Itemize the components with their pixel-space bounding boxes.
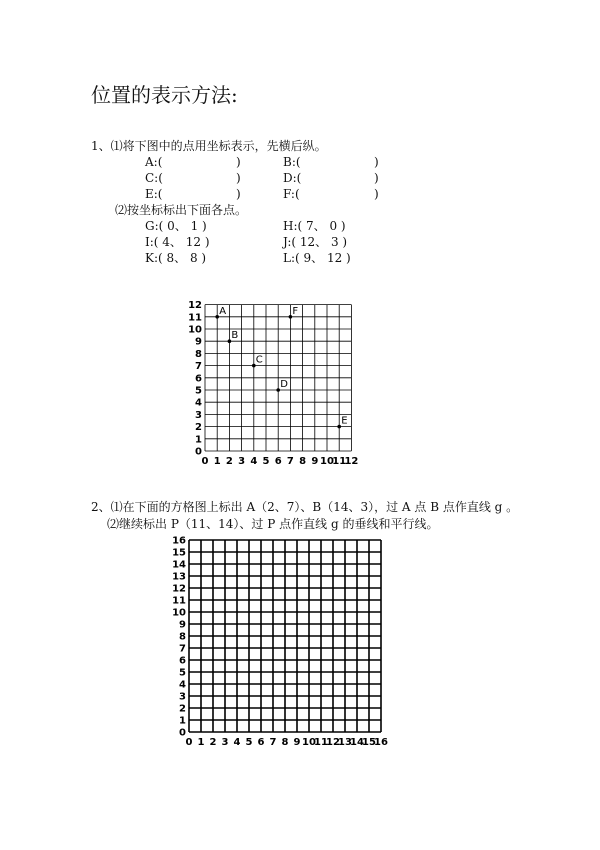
grid-2-y-tick: 11 <box>172 595 186 607</box>
point-label-a: A <box>219 305 227 317</box>
grid-2-y-tick: 7 <box>179 643 186 655</box>
blank-f-label: F:( <box>283 187 300 201</box>
blank-f-close: ) <box>374 187 379 201</box>
grid-1-x-tick: 2 <box>225 456 233 467</box>
grid-2-y-tick: 4 <box>179 679 186 691</box>
grid-2-x-tick: 14 <box>350 737 364 748</box>
grid-2-x-tick: 15 <box>362 737 376 748</box>
grid-1-y-tick: 6 <box>195 373 202 385</box>
grid-1-x-tick: 5 <box>262 456 270 467</box>
grid-2-x-tick: 2 <box>209 737 217 748</box>
grid-2-x-tick: 10 <box>302 737 316 748</box>
grid-2-y-tick: 5 <box>179 667 186 679</box>
blank-b-label: B:( <box>283 155 301 169</box>
blank-e-close: ) <box>236 187 241 201</box>
grid-1-x-tick: 11 <box>332 456 347 467</box>
grid-2-x-tick: 0 <box>185 737 193 748</box>
grid-1-x-tick: 7 <box>286 456 294 467</box>
given-i: I:( 4、 12 ) <box>145 235 210 249</box>
grid-2-x-tick: 7 <box>269 737 277 748</box>
grid-1-y-tick: 12 <box>188 300 202 312</box>
grid-1-y-tick: 10 <box>188 324 202 336</box>
grid-1-x-tick: 12 <box>344 456 359 467</box>
grid-1-y-tick: 7 <box>195 361 202 373</box>
grid-1-x-tick: 10 <box>320 456 334 467</box>
grid-2-x-tick: 9 <box>293 737 301 748</box>
grid-1-x-tick: 8 <box>299 456 307 467</box>
given-l: L:( 9、 12 ) <box>283 251 351 265</box>
grid-2-y-tick: 2 <box>179 703 186 715</box>
grid-1-y-tick: 1 <box>195 434 202 446</box>
grid-1-y-tick: 3 <box>195 409 202 421</box>
grid-1-y-tick: 9 <box>195 336 202 348</box>
grid-1-x-tick: 4 <box>250 456 258 467</box>
grid-2-x-tick: 8 <box>281 737 289 748</box>
grid-2-x-tick: 1 <box>197 737 205 748</box>
grid-1-x-tick: 9 <box>311 456 319 467</box>
grid-1-y-tick: 2 <box>195 422 202 434</box>
blank-c-close: ) <box>236 171 241 185</box>
given-k: K:( 8、 8 ) <box>145 251 207 265</box>
grid-1-lines <box>205 305 351 451</box>
blank-b-close: ) <box>374 155 379 169</box>
grid-2-x-tick: 3 <box>221 737 229 748</box>
grid-2-x-tick: 11 <box>314 737 328 748</box>
grid-2-y-tick: 9 <box>179 619 186 631</box>
grid-2-x-tick: 5 <box>245 737 253 748</box>
grid-2-y-tick: 3 <box>179 691 186 703</box>
page-title: 位置的表示方法: <box>91 83 238 107</box>
grid-1-y-tick: 4 <box>195 397 202 409</box>
grid-2-y-tick: 12 <box>172 583 186 595</box>
grid-1-y-tick: 8 <box>195 348 202 360</box>
grid-1-x-tick: 3 <box>238 456 246 467</box>
grid-2-y-tick: 13 <box>172 571 186 583</box>
grid-2-x-tick: 16 <box>374 737 388 748</box>
point-label-e: E <box>341 415 348 427</box>
point-label-b: B <box>231 330 239 342</box>
q1-instruction-1: 1、⑴将下图中的点用坐标表示，先横后纵。 <box>91 139 327 153</box>
q2-instruction-1: 2、⑴在下面的方格图上标出 A（2、7）、B（14、3），过 A 点 B 点作直线 g 。 <box>91 500 519 514</box>
point-label-c: C <box>255 354 263 366</box>
blank-e-label: E:( <box>145 187 163 201</box>
grid-2-x-tick: 6 <box>257 737 265 748</box>
grid-2-y-tick: 16 <box>172 535 186 547</box>
point-label-f: F <box>292 305 299 317</box>
point-label-d: D <box>280 379 288 390</box>
grid-2-x-tick: 4 <box>233 737 241 748</box>
grid-2-y-tick: 8 <box>179 631 186 643</box>
grid-2-x-tick: 12 <box>326 737 340 748</box>
grid-2-y-tick: 15 <box>172 547 186 559</box>
grid-1-y-tick: 11 <box>188 312 202 324</box>
grid-1 <box>180 300 380 485</box>
given-j: J:( 12、 3 ) <box>283 235 348 249</box>
grid-2-y-tick: 1 <box>179 715 186 727</box>
given-h: H:( 7、 0 ) <box>283 219 346 233</box>
grid-2-y-tick: 10 <box>172 607 186 619</box>
grid-1-x-tick: 6 <box>274 456 282 467</box>
blank-c-label: C:( <box>145 171 163 185</box>
grid-1-y-tick: 5 <box>195 385 202 397</box>
grid-1-x-tick: 0 <box>201 456 209 467</box>
grid-2 <box>160 530 400 752</box>
grid-2-y-tick: 6 <box>179 655 186 667</box>
grid-1-x-tick: 1 <box>213 456 221 467</box>
q1-instruction-2: ⑵按坐标标出下面各点。 <box>115 203 248 217</box>
grid-2-y-tick: 0 <box>179 727 186 739</box>
given-g: G:( 0、 1 ) <box>145 219 207 233</box>
grid-2-lines <box>189 540 381 732</box>
blank-a-close: ) <box>236 155 241 169</box>
blank-d-close: ) <box>374 171 379 185</box>
q2-instruction-2: ⑵继续标出 P（11、14）、过 P 点作直线 g 的垂线和平行线。 <box>107 517 439 531</box>
grid-2-y-tick: 14 <box>172 559 186 571</box>
blank-d-label: D:( <box>283 171 302 185</box>
grid-2-x-tick: 13 <box>338 737 352 748</box>
grid-1-y-tick: 0 <box>195 446 202 458</box>
blank-a-label: A:( <box>145 155 163 169</box>
